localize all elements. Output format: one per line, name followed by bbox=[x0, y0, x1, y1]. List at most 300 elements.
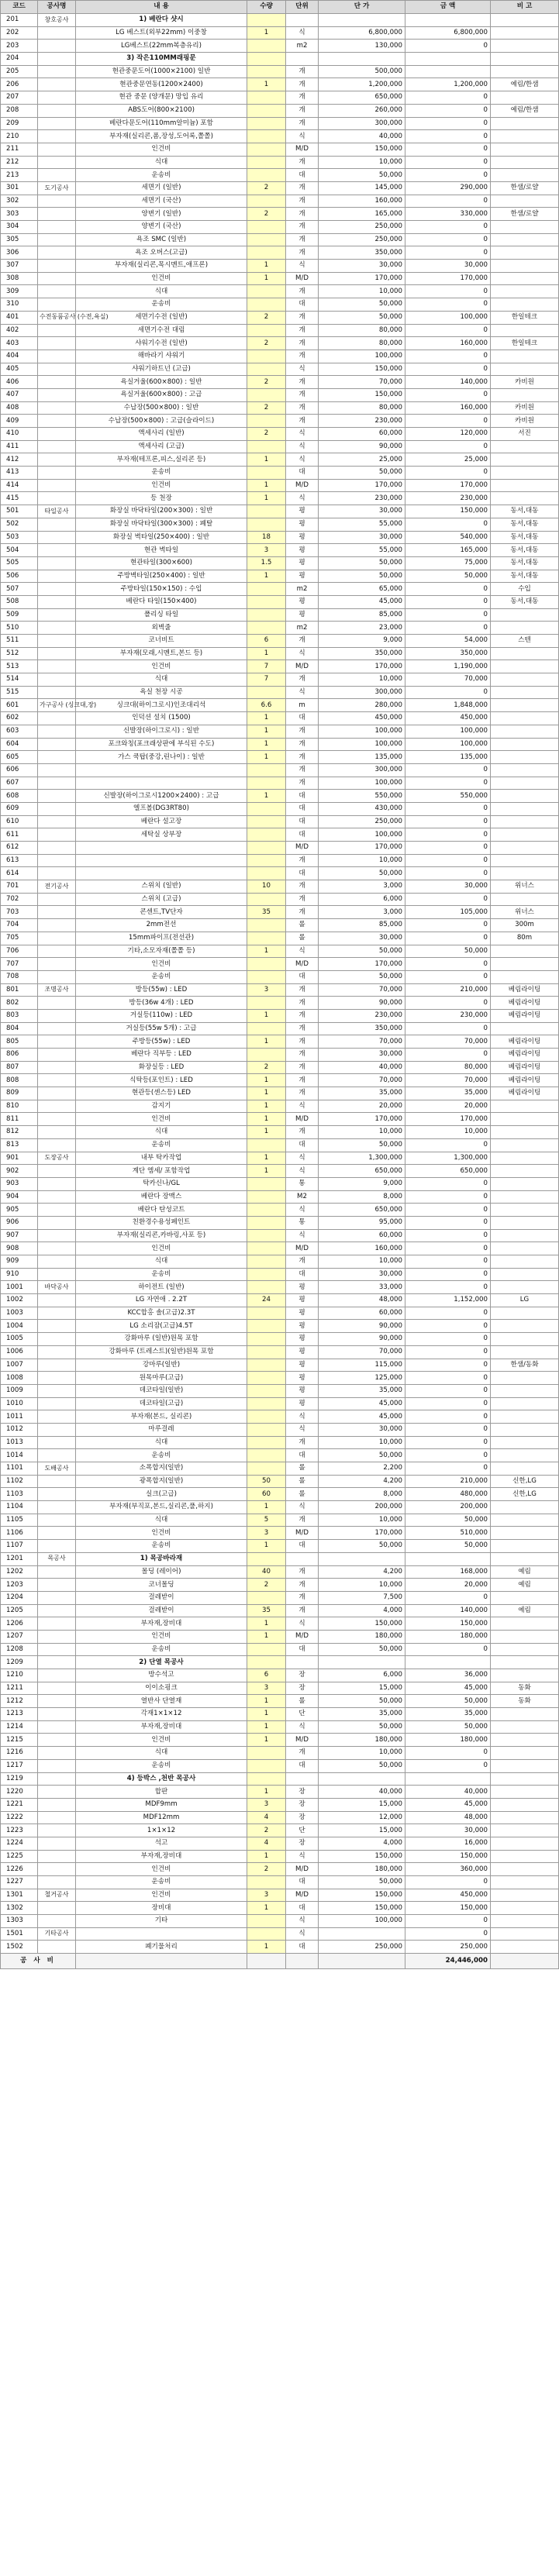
cell-note: 동서,대동 bbox=[491, 570, 559, 583]
cell-quantity bbox=[247, 1281, 286, 1294]
cell-unit: M/D bbox=[286, 842, 319, 855]
cell-unit: M/D bbox=[286, 660, 319, 673]
cell-unit-price: 100,000 bbox=[319, 828, 405, 842]
cell-amount: 45,000 bbox=[405, 1798, 491, 1811]
cell-description: 세탁실 상부장 bbox=[76, 828, 247, 842]
cell-unit-price: 10,000 bbox=[319, 156, 405, 169]
cell-work-name bbox=[38, 1720, 76, 1734]
cell-quantity: 4 bbox=[247, 1837, 286, 1850]
cell-description: 식대 bbox=[76, 1436, 247, 1449]
cell-note bbox=[491, 1281, 559, 1294]
cell-work-name bbox=[38, 440, 76, 453]
cell-unit-price: 50,000 bbox=[319, 467, 405, 480]
cell-work-name bbox=[38, 1630, 76, 1643]
cell-amount: 0 bbox=[405, 1229, 491, 1242]
cell-description: 해바라기 샤워기 bbox=[76, 350, 247, 363]
table-row bbox=[1, 169, 559, 182]
table-row bbox=[1, 1320, 559, 1333]
cell-quantity bbox=[247, 467, 286, 480]
cell-unit-price: 170,000 bbox=[319, 660, 405, 673]
cell-unit: 식 bbox=[286, 647, 319, 660]
cell-description: 장비대 bbox=[76, 1902, 247, 1915]
cell-quantity bbox=[247, 815, 286, 828]
cell-quantity bbox=[247, 169, 286, 182]
cell-note bbox=[491, 1837, 559, 1850]
cell-work-name bbox=[38, 376, 76, 389]
cell-work-name bbox=[38, 195, 76, 208]
cell-unit: 식 bbox=[286, 1927, 319, 1941]
cell-work-name bbox=[38, 815, 76, 828]
table-row bbox=[1, 958, 559, 971]
cell-amount: 0 bbox=[405, 763, 491, 777]
cell-unit-price: 250,000 bbox=[319, 815, 405, 828]
table-row bbox=[1, 828, 559, 842]
cell-amount: 80,000 bbox=[405, 1061, 491, 1074]
table-row bbox=[1, 1527, 559, 1540]
table-row bbox=[1, 156, 559, 169]
cell-code: 601 bbox=[1, 699, 38, 712]
cell-description: 인덕션 설치 (1500) bbox=[76, 712, 247, 725]
cell-unit-price: 350,000 bbox=[319, 647, 405, 660]
cell-code: 903 bbox=[1, 1177, 38, 1190]
cell-code: 813 bbox=[1, 1138, 38, 1152]
cell-unit: 대 bbox=[286, 828, 319, 842]
cell-quantity: 1 bbox=[247, 1074, 286, 1087]
cell-unit: 평 bbox=[286, 1397, 319, 1410]
cell-unit-price bbox=[319, 1656, 405, 1669]
cell-work-name bbox=[38, 635, 76, 648]
cell-note: 예림 bbox=[491, 1565, 559, 1579]
cell-quantity bbox=[247, 221, 286, 234]
cell-description: 인건비 bbox=[76, 1734, 247, 1747]
cell-note bbox=[491, 712, 559, 725]
cell-description: 싱크대(하이그로시)인조대리석 bbox=[76, 699, 247, 712]
cell-unit: 개 bbox=[286, 1436, 319, 1449]
cell-unit: 식 bbox=[286, 1720, 319, 1734]
table-row bbox=[1, 1397, 559, 1410]
cell-code: 703 bbox=[1, 906, 38, 919]
cell-code: 1211 bbox=[1, 1682, 38, 1695]
cell-code: 607 bbox=[1, 777, 38, 790]
table-row bbox=[1, 1772, 559, 1786]
cell-amount: 150,000 bbox=[405, 1902, 491, 1915]
cell-unit-price: 4,000 bbox=[319, 1604, 405, 1617]
cell-work-name bbox=[38, 595, 76, 608]
cell-unit: M/D bbox=[286, 1242, 319, 1255]
cell-quantity bbox=[247, 1591, 286, 1604]
cell-code: 412 bbox=[1, 453, 38, 467]
cell-description bbox=[76, 763, 247, 777]
cell-unit-price: 1,200,000 bbox=[319, 78, 405, 91]
cell-work-name bbox=[38, 958, 76, 971]
cell-quantity bbox=[247, 932, 286, 945]
cell-code: 806 bbox=[1, 1049, 38, 1062]
cell-note: 한샘/로얄 bbox=[491, 181, 559, 195]
cell-description: 방등(36w 4개) : LED bbox=[76, 997, 247, 1010]
cell-unit-price: 70,000 bbox=[319, 983, 405, 997]
cell-note bbox=[491, 1863, 559, 1876]
cell-code: 1105 bbox=[1, 1514, 38, 1527]
cell-note bbox=[491, 763, 559, 777]
cell-code: 1215 bbox=[1, 1734, 38, 1747]
cell-description: 외벽줄 bbox=[76, 622, 247, 635]
cell-work-name bbox=[38, 233, 76, 246]
table-row bbox=[1, 1268, 559, 1281]
table-row bbox=[1, 246, 559, 260]
table-row bbox=[1, 1152, 559, 1165]
table-row bbox=[1, 893, 559, 906]
cell-work-name bbox=[38, 1436, 76, 1449]
cell-unit-price: 230,000 bbox=[319, 492, 405, 505]
cell-work-name bbox=[38, 1035, 76, 1049]
header-amount: 금 액 bbox=[405, 1, 491, 14]
cell-description: 가스 쿡탑(중강,린나이) : 일반 bbox=[76, 751, 247, 764]
cell-description: 강화마루 (일반)원목 포함 bbox=[76, 1333, 247, 1346]
table-row bbox=[1, 1100, 559, 1113]
cell-unit: 개 bbox=[286, 195, 319, 208]
cell-amount: 330,000 bbox=[405, 208, 491, 221]
cell-code: 502 bbox=[1, 518, 38, 531]
cell-work-name bbox=[38, 91, 76, 105]
cell-work-name bbox=[38, 828, 76, 842]
cell-note bbox=[491, 1708, 559, 1721]
cell-unit: 평 bbox=[286, 1345, 319, 1359]
cell-unit: 개 bbox=[286, 1604, 319, 1617]
cell-work-name bbox=[38, 1229, 76, 1242]
cell-description: 부자재(부직포,본드,실리콘,풀,하지) bbox=[76, 1501, 247, 1514]
table-row bbox=[1, 647, 559, 660]
cell-quantity bbox=[247, 65, 286, 78]
cell-description: 거실등(110w) : LED bbox=[76, 1009, 247, 1022]
cell-note: 베림라이팅 bbox=[491, 1035, 559, 1049]
cell-description: 액세사리 (일반) bbox=[76, 428, 247, 441]
cell-unit-price: 450,000 bbox=[319, 712, 405, 725]
cell-work-name bbox=[38, 1863, 76, 1876]
cell-unit-price: 170,000 bbox=[319, 958, 405, 971]
cell-unit: 평 bbox=[286, 1307, 319, 1320]
cell-unit-price: 30,000 bbox=[319, 932, 405, 945]
cell-amount: 0 bbox=[405, 285, 491, 298]
cell-code: 807 bbox=[1, 1061, 38, 1074]
cell-unit-price: 50,000 bbox=[319, 1759, 405, 1772]
cell-amount: 0 bbox=[405, 1410, 491, 1424]
cell-code: 1005 bbox=[1, 1333, 38, 1346]
cell-unit-price: 65,000 bbox=[319, 583, 405, 596]
cell-description: 식대 bbox=[76, 1514, 247, 1527]
cell-unit: 개 bbox=[286, 1035, 319, 1049]
cell-amount: 0 bbox=[405, 104, 491, 117]
cell-unit-price bbox=[319, 1927, 405, 1941]
cell-unit-price: 8,000 bbox=[319, 1190, 405, 1204]
cell-code: 1103 bbox=[1, 1488, 38, 1501]
cell-code: 505 bbox=[1, 556, 38, 570]
cell-note bbox=[491, 1384, 559, 1397]
cell-amount: 50,000 bbox=[405, 945, 491, 958]
cell-unit-price: 4,200 bbox=[319, 1565, 405, 1579]
cell-description: 방수석고 bbox=[76, 1669, 247, 1682]
table-row bbox=[1, 983, 559, 997]
cell-quantity: 7 bbox=[247, 673, 286, 687]
cell-amount: 0 bbox=[405, 958, 491, 971]
cell-amount: 75,000 bbox=[405, 556, 491, 570]
cell-note bbox=[491, 1165, 559, 1178]
cell-unit: m2 bbox=[286, 40, 319, 53]
cell-code: 203 bbox=[1, 40, 38, 53]
cell-unit-price: 15,000 bbox=[319, 1682, 405, 1695]
cell-amount: 350,000 bbox=[405, 647, 491, 660]
cell-note bbox=[491, 65, 559, 78]
table-row bbox=[1, 1540, 559, 1553]
cell-work-name bbox=[38, 53, 76, 66]
cell-note: 동서,대동 bbox=[491, 531, 559, 544]
cell-amount: 450,000 bbox=[405, 712, 491, 725]
table-row bbox=[1, 272, 559, 285]
table-row bbox=[1, 660, 559, 673]
cell-code: 1009 bbox=[1, 1384, 38, 1397]
table-row bbox=[1, 505, 559, 518]
cell-unit-price: 23,000 bbox=[319, 622, 405, 635]
cell-note: 신한,LG bbox=[491, 1488, 559, 1501]
cell-unit: 식 bbox=[286, 1423, 319, 1436]
table-row bbox=[1, 1579, 559, 1592]
cell-unit-price: 35,000 bbox=[319, 1384, 405, 1397]
cell-work-name bbox=[38, 1669, 76, 1682]
cell-note: 한일테크 bbox=[491, 311, 559, 324]
cell-code: 1203 bbox=[1, 1579, 38, 1592]
cell-code: 408 bbox=[1, 401, 38, 415]
cell-unit: M/D bbox=[286, 143, 319, 156]
cell-work-name: 바닥공사 bbox=[38, 1281, 76, 1294]
table-row bbox=[1, 583, 559, 596]
cell-work-name bbox=[38, 1514, 76, 1527]
cell-work-name bbox=[38, 1268, 76, 1281]
cell-unit: M/D bbox=[286, 1889, 319, 1902]
cell-unit-price: 500,000 bbox=[319, 65, 405, 78]
cell-description: 운송비 bbox=[76, 1449, 247, 1462]
cell-code: 1107 bbox=[1, 1540, 38, 1553]
cell-note bbox=[491, 53, 559, 66]
cell-code: 906 bbox=[1, 1216, 38, 1229]
cell-unit: 개 bbox=[286, 997, 319, 1010]
cell-note: 서진 bbox=[491, 428, 559, 441]
cell-amount: 360,000 bbox=[405, 1863, 491, 1876]
cell-quantity: 3 bbox=[247, 1889, 286, 1902]
cell-description: 2mm전선 bbox=[76, 919, 247, 932]
cell-code: 211 bbox=[1, 143, 38, 156]
cell-quantity: 6 bbox=[247, 1669, 286, 1682]
cell-work-name bbox=[38, 1501, 76, 1514]
table-row bbox=[1, 867, 559, 880]
cell-amount: 150,000 bbox=[405, 1850, 491, 1863]
table-row bbox=[1, 790, 559, 803]
cell-quantity bbox=[247, 1462, 286, 1476]
cell-note bbox=[491, 1591, 559, 1604]
cell-quantity bbox=[247, 1268, 286, 1281]
cell-unit-price: 50,000 bbox=[319, 1643, 405, 1656]
cell-unit: 식 bbox=[286, 130, 319, 143]
cell-code: 1212 bbox=[1, 1695, 38, 1708]
cell-description: 부자재(본드, 실리콘) bbox=[76, 1410, 247, 1424]
table-row bbox=[1, 26, 559, 40]
cell-quantity bbox=[247, 130, 286, 143]
cell-unit: 장 bbox=[286, 1669, 319, 1682]
cell-description: 운송비 bbox=[76, 169, 247, 182]
cell-amount: 0 bbox=[405, 595, 491, 608]
cell-description: 운송비 bbox=[76, 1759, 247, 1772]
cell-code: 1302 bbox=[1, 1902, 38, 1915]
cell-unit: 개 bbox=[286, 983, 319, 997]
cell-note bbox=[491, 285, 559, 298]
cell-unit-price: 100,000 bbox=[319, 725, 405, 738]
cell-work-name bbox=[38, 712, 76, 725]
cell-code: 1012 bbox=[1, 1423, 38, 1436]
cell-unit-price: 165,000 bbox=[319, 208, 405, 221]
cell-description: 계단 엠세/ 포함작업 bbox=[76, 1165, 247, 1178]
cell-unit-price: 3,000 bbox=[319, 880, 405, 894]
cell-unit: 장 bbox=[286, 1837, 319, 1850]
total-spacer bbox=[247, 1954, 286, 1969]
cell-amount: 35,000 bbox=[405, 1087, 491, 1100]
cell-code: 1003 bbox=[1, 1307, 38, 1320]
cell-amount: 650,000 bbox=[405, 1165, 491, 1178]
cell-code: 409 bbox=[1, 415, 38, 428]
cell-note bbox=[491, 156, 559, 169]
cell-work-name bbox=[38, 1915, 76, 1928]
cell-unit-price: 145,000 bbox=[319, 181, 405, 195]
cell-description: 감지기 bbox=[76, 1100, 247, 1113]
cell-note bbox=[491, 324, 559, 337]
cell-work-name bbox=[38, 453, 76, 467]
cell-work-name bbox=[38, 1527, 76, 1540]
cell-description: 주방타일(150×150) : 수입 bbox=[76, 583, 247, 596]
cell-note bbox=[491, 660, 559, 673]
cell-note: 카비원 bbox=[491, 401, 559, 415]
table-row bbox=[1, 65, 559, 78]
table-row bbox=[1, 492, 559, 505]
cell-unit: 개 bbox=[286, 738, 319, 751]
cell-quantity bbox=[247, 117, 286, 130]
cell-unit-price: 150,000 bbox=[319, 1889, 405, 1902]
cell-unit-price: 50,000 bbox=[319, 1540, 405, 1553]
table-row bbox=[1, 233, 559, 246]
cell-quantity bbox=[247, 1772, 286, 1786]
cell-work-name bbox=[38, 1824, 76, 1837]
cell-unit-price: 50,000 bbox=[319, 1138, 405, 1152]
table-row bbox=[1, 997, 559, 1010]
cell-amount: 0 bbox=[405, 40, 491, 53]
table-row bbox=[1, 40, 559, 53]
cell-note bbox=[491, 1941, 559, 1954]
cell-quantity bbox=[247, 1397, 286, 1410]
cell-unit: 대 bbox=[286, 1449, 319, 1462]
header-unit: 단위 bbox=[286, 1, 319, 14]
cell-note bbox=[491, 1255, 559, 1269]
cell-code: 1008 bbox=[1, 1372, 38, 1385]
cell-quantity bbox=[247, 415, 286, 428]
cell-unit: 개 bbox=[286, 763, 319, 777]
cell-description: 베란다 탄성코트 bbox=[76, 1204, 247, 1217]
table-row bbox=[1, 363, 559, 376]
cell-description: 샤워기수전 (일반) bbox=[76, 337, 247, 350]
cell-unit-price: 170,000 bbox=[319, 1527, 405, 1540]
cell-work-name bbox=[38, 686, 76, 699]
table-row bbox=[1, 777, 559, 790]
table-row bbox=[1, 906, 559, 919]
cell-unit: 개 bbox=[286, 65, 319, 78]
cell-unit: 개 bbox=[286, 233, 319, 246]
cell-unit-price: 6,000 bbox=[319, 893, 405, 906]
cell-unit: 개 bbox=[286, 285, 319, 298]
cell-unit bbox=[286, 1656, 319, 1669]
cell-unit: M/D bbox=[286, 479, 319, 492]
cell-quantity: 1 bbox=[247, 1087, 286, 1100]
cell-code: 508 bbox=[1, 595, 38, 608]
cell-note bbox=[491, 1501, 559, 1514]
cell-work-name bbox=[38, 143, 76, 156]
cell-quantity bbox=[247, 1747, 286, 1760]
cell-code: 609 bbox=[1, 802, 38, 815]
cell-unit: 장 bbox=[286, 1811, 319, 1824]
table-row bbox=[1, 608, 559, 622]
cell-unit-price: 30,000 bbox=[319, 531, 405, 544]
cell-quantity: 2 bbox=[247, 208, 286, 221]
cell-unit-price: 70,000 bbox=[319, 376, 405, 389]
table-row bbox=[1, 738, 559, 751]
cell-amount bbox=[405, 1772, 491, 1786]
cell-unit: 평 bbox=[286, 1281, 319, 1294]
cell-amount: 50,000 bbox=[405, 1514, 491, 1527]
cell-description: 코너몰딩 bbox=[76, 1579, 247, 1592]
cell-description: 부자재(테프론,피스,실리콘 등) bbox=[76, 453, 247, 467]
cell-unit: 개 bbox=[286, 1747, 319, 1760]
cell-amount: 0 bbox=[405, 388, 491, 401]
cell-description: 15mm파이프(전선관) bbox=[76, 932, 247, 945]
total-spacer bbox=[319, 1954, 405, 1969]
cell-code: 808 bbox=[1, 1074, 38, 1087]
cell-work-name bbox=[38, 608, 76, 622]
cell-work-name bbox=[38, 1876, 76, 1889]
cell-code: 1303 bbox=[1, 1915, 38, 1928]
cell-amount: 0 bbox=[405, 1759, 491, 1772]
cell-code: 305 bbox=[1, 233, 38, 246]
cell-description: 주방벽타일(250×400) : 일반 bbox=[76, 570, 247, 583]
table-row bbox=[1, 298, 559, 312]
cell-amount: 0 bbox=[405, 1643, 491, 1656]
cell-unit: 식 bbox=[286, 1100, 319, 1113]
cell-work-name: 도배공사 bbox=[38, 1462, 76, 1476]
cell-note: 위너스 bbox=[491, 880, 559, 894]
cell-work-name bbox=[38, 104, 76, 117]
cell-quantity bbox=[247, 1242, 286, 1255]
table-row bbox=[1, 842, 559, 855]
cell-note bbox=[491, 945, 559, 958]
cell-unit: 평 bbox=[286, 1294, 319, 1307]
cell-work-name bbox=[38, 1682, 76, 1695]
cell-note: 베림라이팅 bbox=[491, 1087, 559, 1100]
table-row bbox=[1, 1345, 559, 1359]
cell-work-name bbox=[38, 751, 76, 764]
cell-amount: 1,190,000 bbox=[405, 660, 491, 673]
cell-code: 1224 bbox=[1, 1837, 38, 1850]
cell-unit: 식 bbox=[286, 453, 319, 467]
cell-unit: 식 bbox=[286, 1915, 319, 1928]
cell-work-name bbox=[38, 906, 76, 919]
cell-quantity: 2 bbox=[247, 1863, 286, 1876]
cell-unit-price: 135,000 bbox=[319, 751, 405, 764]
cell-quantity: 1 bbox=[247, 1501, 286, 1514]
cell-unit: 식 bbox=[286, 440, 319, 453]
cell-work-name bbox=[38, 1902, 76, 1915]
